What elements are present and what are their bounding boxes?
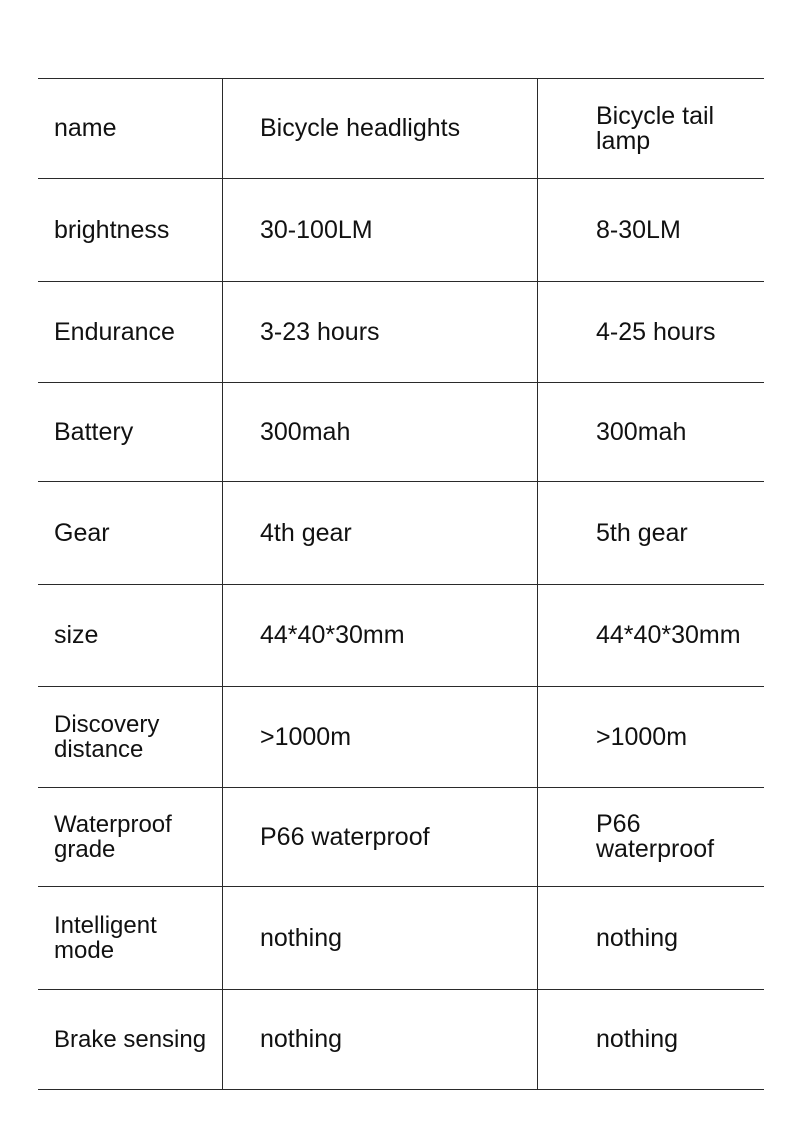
- row-label: Waterproof grade: [38, 788, 223, 887]
- taillamp-value: nothing: [538, 887, 765, 990]
- headlight-value: 30-100LM: [223, 179, 538, 282]
- row-label: Intelligent mode: [38, 887, 223, 990]
- table-header-row: [38, 79, 764, 179]
- row-label: size: [38, 585, 223, 687]
- taillamp-value: 300mah: [538, 383, 765, 482]
- row-label: Gear: [38, 482, 223, 585]
- taillamp-value: 4-25 hours: [538, 282, 765, 383]
- row-label: Brake sensing: [38, 990, 223, 1090]
- taillamp-value: 44*40*30mm: [538, 585, 765, 687]
- row-label: Battery: [38, 383, 223, 482]
- table-row: [38, 788, 764, 887]
- table-row: [38, 179, 764, 282]
- headlight-value: 3-23 hours: [223, 282, 538, 383]
- header-name: name: [38, 79, 223, 179]
- taillamp-value: P66 waterproof: [538, 788, 765, 887]
- taillamp-value: 8-30LM: [538, 179, 765, 282]
- header-tail-lamp: Bicycle tail lamp: [538, 79, 765, 179]
- table-row: [38, 282, 764, 383]
- headlight-value: P66 waterproof: [223, 788, 538, 887]
- spec-comparison-table: [38, 78, 764, 1090]
- row-label: Endurance: [38, 282, 223, 383]
- headlight-value: 300mah: [223, 383, 538, 482]
- taillamp-value: nothing: [538, 990, 765, 1090]
- table-row: [38, 687, 764, 788]
- header-headlights: Bicycle headlights: [223, 79, 538, 179]
- headlight-value: >1000m: [223, 687, 538, 788]
- table-row: [38, 482, 764, 585]
- row-label: Discovery distance: [38, 687, 223, 788]
- taillamp-value: 5th gear: [538, 482, 765, 585]
- table-row: [38, 990, 764, 1090]
- headlight-value: 4th gear: [223, 482, 538, 585]
- headlight-value: 44*40*30mm: [223, 585, 538, 687]
- taillamp-value: >1000m: [538, 687, 765, 788]
- table-row: [38, 585, 764, 687]
- row-label: brightness: [38, 179, 223, 282]
- headlight-value: nothing: [223, 990, 538, 1090]
- table-row: [38, 383, 764, 482]
- headlight-value: nothing: [223, 887, 538, 990]
- table-row: [38, 887, 764, 990]
